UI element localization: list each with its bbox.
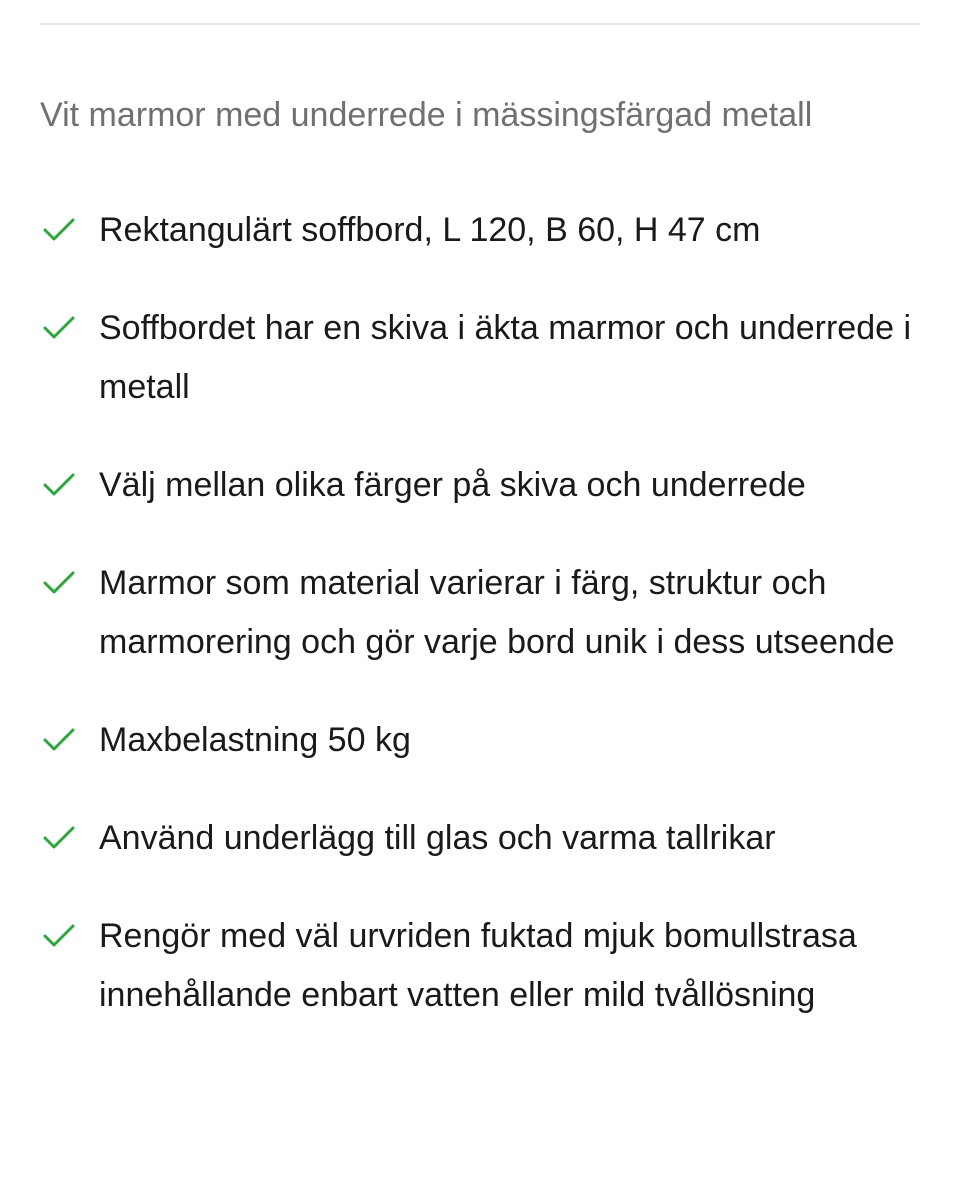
feature-text: Marmor som material varierar i färg, struktur och marmorering och gör varje bord unik i dess utseende (99, 564, 895, 661)
check-icon (43, 923, 75, 949)
feature-item (40, 809, 920, 868)
feature-list (40, 201, 920, 1025)
check-icon (43, 472, 75, 498)
feature-item (40, 456, 920, 515)
top-divider (40, 23, 920, 25)
check-icon (43, 217, 75, 243)
feature-text: Välj mellan olika färger på skiva och underrede (99, 466, 806, 504)
feature-item (40, 554, 920, 672)
check-icon (43, 727, 75, 753)
feature-text: Maxbelastning 50 kg (99, 721, 411, 759)
check-icon (43, 570, 75, 596)
feature-item (40, 299, 920, 417)
check-icon (43, 315, 75, 341)
feature-text: Soffbordet har en skiva i äkta marmor och underrede i metall (99, 309, 912, 406)
feature-text: Använd underlägg till glas och varma tallrikar (99, 819, 776, 857)
feature-text: Rengör med väl urvriden fuktad mjuk bomullstrasa innehållande enbart vatten eller mild tvållösning (99, 917, 857, 1014)
feature-item (40, 907, 920, 1025)
product-subtitle: Vit marmor med underrede i mässingsfärgad metall (40, 96, 813, 134)
check-icon (43, 825, 75, 851)
feature-text: Rektangulärt soffbord, L 120, B 60, H 47 cm (99, 211, 761, 249)
feature-item (40, 201, 920, 260)
feature-item (40, 711, 920, 770)
